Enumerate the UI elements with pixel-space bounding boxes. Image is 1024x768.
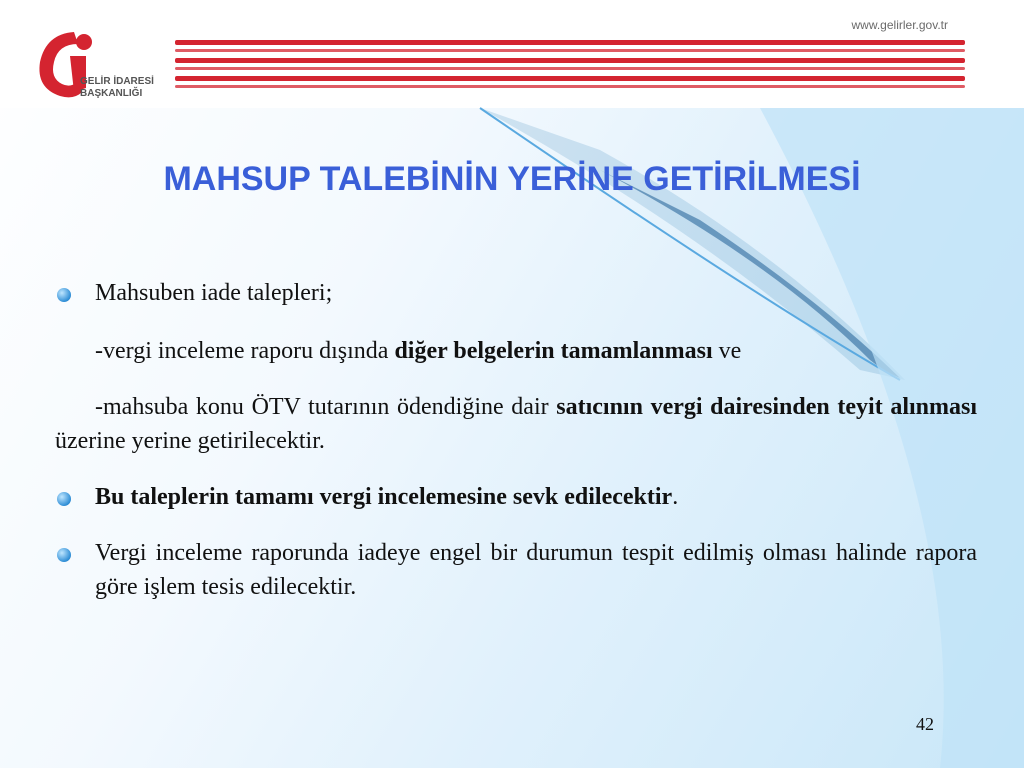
- bullet-item-3: [55, 536, 977, 604]
- page-number: 42: [916, 714, 934, 734]
- sub-2-text-a: -mahsuba konu ÖTV tutarının ödendiğine dair: [95, 394, 557, 420]
- bullet-3-text: Vergi inceleme raporunda iadeye engel bir durumun tespit edilmiş olması halinde rapora göre işlem tesis edilecektir.: [95, 540, 977, 600]
- bullet-2-text-c: .: [672, 484, 679, 510]
- sub-2-text-bold: satıcının vergi dairesinden teyit alınması: [556, 394, 978, 420]
- sub-item-1: [55, 334, 977, 368]
- bullet-item-1: [55, 276, 977, 310]
- logo-line1: GELİR İDARESİ: [80, 76, 154, 87]
- sub-2-text-c: üzerine yerine getirilecektir.: [55, 428, 325, 454]
- bullet-1-text: Mahsuben iade talepleri;: [95, 280, 333, 306]
- slide-body: [55, 276, 977, 604]
- header-stripes: [175, 40, 965, 94]
- bullet-icon: [57, 548, 71, 562]
- bullet-item-2: [55, 480, 977, 514]
- sub-1-text-bold: diğer belgelerin tamamlanması: [394, 338, 713, 364]
- logo-line2: BAŞKANLIĞI: [80, 88, 143, 99]
- sub-1-text-a: -vergi inceleme raporu dışında: [95, 338, 395, 364]
- sub-1-text-c: ve: [712, 338, 742, 364]
- slide-title: MAHSUP TALEBİNİN YERİNE GETİRİLMESİ: [163, 160, 861, 198]
- bullet-icon: [57, 288, 71, 302]
- logo-text: [80, 76, 154, 100]
- sub-item-2: [55, 390, 977, 458]
- site-url: www.gelirler.gov.tr: [851, 18, 948, 32]
- bullet-icon: [57, 492, 71, 506]
- bullet-2-text-bold: Bu taleplerin tamamı vergi incelemesine sevk edilecektir: [95, 484, 673, 510]
